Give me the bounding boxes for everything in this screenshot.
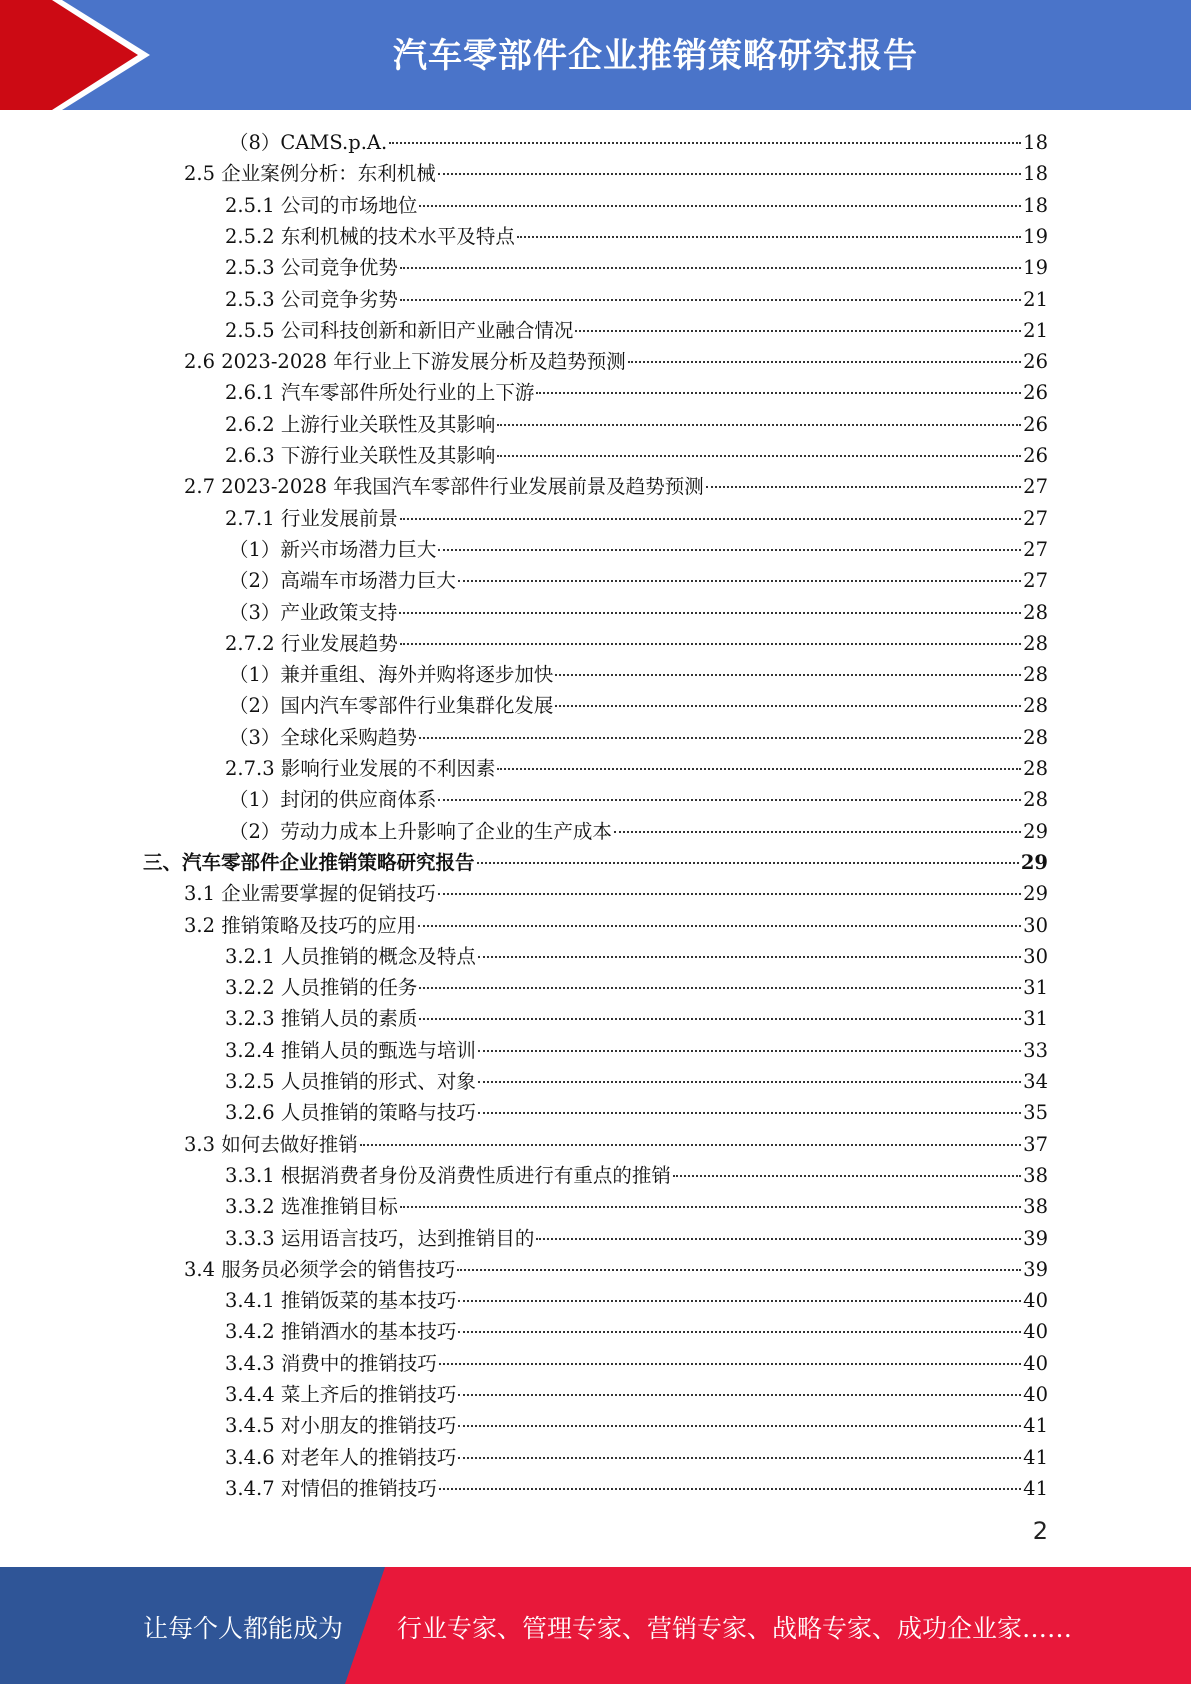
toc-entry-page: 18 <box>1023 193 1048 217</box>
toc-entry[interactable] <box>225 440 1048 471</box>
toc-leader-dots <box>575 330 1021 332</box>
toc-entry[interactable] <box>225 941 1048 972</box>
toc-entry-page: 28 <box>1023 663 1048 687</box>
toc-leader-dots <box>497 424 1021 426</box>
toc-entry-title: （8）CAMS.p.A. <box>229 131 388 154</box>
toc-entry-title: 3.2.1 人员推销的概念及特点 <box>225 944 476 968</box>
toc-entry-page: 19 <box>1023 256 1048 280</box>
toc-entry[interactable] <box>225 315 1048 346</box>
toc-entry[interactable] <box>225 1348 1048 1379</box>
footer-slogan-right: 行业专家、管理专家、营销专家、战略专家、成功企业家…… <box>397 1614 1073 1643</box>
toc-leader-dots <box>536 392 1021 394</box>
toc-entry-title: 2.5.2 东利机械的技术水平及特点 <box>225 224 515 248</box>
toc-entry[interactable] <box>225 1379 1048 1410</box>
toc-entry[interactable] <box>225 1442 1048 1473</box>
toc-entry-title: （2）国内汽车零部件行业集群化发展 <box>229 694 554 718</box>
toc-entry-page: 40 <box>1023 1289 1048 1313</box>
toc-entry-page: 29 <box>1023 819 1048 843</box>
toc-entry-title: 2.6 2023-2028 年行业上下游发展分析及趋势预测 <box>184 350 626 374</box>
toc-entry-page: 41 <box>1023 1414 1048 1438</box>
toc-entry-page: 40 <box>1023 1383 1048 1406</box>
toc-entry-title: 2.5.3 公司竞争劣势 <box>225 287 398 311</box>
toc-entry[interactable] <box>229 127 1048 158</box>
toc-leader-dots <box>614 831 1021 833</box>
toc-entry-page: 18 <box>1023 131 1048 154</box>
toc-leader-dots <box>438 893 1021 895</box>
page-header <box>0 0 1191 110</box>
toc-entry-title: （1）兼并重组、海外并购将逐步加快 <box>229 663 554 687</box>
toc-leader-dots <box>478 1112 1021 1114</box>
toc-leader-dots <box>438 549 1021 551</box>
toc-leader-dots <box>389 142 1021 144</box>
toc-entry-title: （1）封闭的供应商体系 <box>229 788 437 812</box>
toc-entry[interactable] <box>225 503 1048 534</box>
toc-leader-dots <box>419 205 1021 207</box>
toc-entry[interactable] <box>184 1129 1048 1160</box>
toc-entry[interactable] <box>225 1223 1048 1254</box>
toc-entry[interactable] <box>225 190 1048 221</box>
toc-entry[interactable] <box>225 753 1048 784</box>
toc-entry-page: 26 <box>1023 381 1048 405</box>
toc-entry[interactable] <box>225 252 1048 283</box>
toc-entry-page: 27 <box>1023 537 1048 561</box>
toc-entry-page: 40 <box>1023 1320 1048 1344</box>
toc-leader-dots <box>517 236 1021 238</box>
toc-leader-dots <box>400 643 1021 645</box>
toc-leader-dots <box>399 612 1021 614</box>
toc-entry[interactable] <box>225 1410 1048 1441</box>
toc-entry-page: 27 <box>1023 475 1048 499</box>
toc-leader-dots <box>555 705 1021 707</box>
toc-entry-page: 31 <box>1023 1007 1048 1031</box>
toc-entry-page: 29 <box>1020 850 1048 874</box>
toc-entry-page: 26 <box>1023 350 1048 374</box>
page-number: 2 <box>1032 1517 1048 1545</box>
toc-entry[interactable] <box>225 1097 1048 1128</box>
toc-leader-dots <box>458 1394 1021 1396</box>
toc-entry-page: 35 <box>1023 1101 1048 1125</box>
toc-leader-dots <box>400 267 1021 269</box>
report-title: 汽车零部件企业推销策略研究报告 <box>393 36 918 76</box>
toc-leader-dots <box>439 1488 1021 1490</box>
toc-entry-page: 38 <box>1023 1163 1048 1187</box>
toc-leader-dots <box>458 580 1021 582</box>
toc-entry-title: 3.4.7 对情侣的推销技巧 <box>225 1476 437 1500</box>
toc-entry-title: 3.3 如何去做好推销 <box>184 1132 358 1156</box>
toc-entry-title: 3.3.2 选准推销目标 <box>225 1195 398 1219</box>
toc-leader-dots <box>478 956 1021 958</box>
toc-entry-page: 37 <box>1023 1132 1048 1156</box>
toc-entry-title: 3.4 服务员必须学会的销售技巧 <box>184 1257 456 1281</box>
toc-entry-page: 26 <box>1023 444 1048 467</box>
toc-leader-dots <box>458 1331 1021 1333</box>
toc-entry-title: 3.3.3 运用语言技巧，达到推销目的 <box>225 1226 535 1250</box>
toc-entry-title: 3.4.4 菜上齐后的推销技巧 <box>225 1383 457 1406</box>
toc-entry-page: 30 <box>1023 944 1048 968</box>
toc-entry-page: 30 <box>1023 913 1048 937</box>
toc-entry-title: 2.5.3 公司竞争优势 <box>225 256 398 280</box>
toc-entry-title: 3.2.5 人员推销的形式、对象 <box>225 1070 476 1093</box>
toc-entry[interactable] <box>225 1316 1048 1347</box>
toc-entry[interactable] <box>225 1191 1048 1222</box>
toc-entry-page: 28 <box>1023 725 1048 749</box>
toc-entry-title: 3.1 企业需要掌握的促销技巧 <box>184 882 436 906</box>
toc-entry-page: 39 <box>1023 1226 1048 1250</box>
toc-entry[interactable] <box>229 534 1048 565</box>
toc-leader-dots <box>478 1050 1021 1052</box>
toc-entry-page: 28 <box>1023 757 1048 780</box>
toc-entry[interactable] <box>143 847 1048 878</box>
toc-entry-title: 2.6.1 汽车零部件所处行业的上下游 <box>225 381 535 405</box>
toc-entry-title: 三、汽车零部件企业推销策略研究报告 <box>143 850 475 874</box>
toc-entry-title: 3.3.1 根据消费者身份及消费性质进行有重点的推销 <box>225 1163 671 1187</box>
toc-entry-page: 21 <box>1023 287 1048 311</box>
toc-entry-title: （2）劳动力成本上升影响了企业的生产成本 <box>229 819 612 843</box>
toc-entry-title: 3.2 推销策略及技巧的应用 <box>184 913 417 937</box>
toc-entry[interactable] <box>225 284 1048 315</box>
toc-leader-dots <box>477 862 1019 864</box>
toc-entry-page: 39 <box>1023 1257 1048 1281</box>
toc-entry-title: 2.7.1 行业发展前景 <box>225 506 398 530</box>
toc-entry-title: （3）全球化采购趋势 <box>229 725 417 749</box>
toc-leader-dots <box>673 1175 1021 1177</box>
toc-entry-title: （2）高端车市场潜力巨大 <box>229 569 456 593</box>
toc-entry[interactable] <box>184 878 1048 909</box>
toc-entry-title: 3.2.2 人员推销的任务 <box>225 976 418 1000</box>
toc-leader-dots <box>418 925 1021 927</box>
toc-leader-dots <box>439 1363 1021 1365</box>
toc-entry[interactable] <box>184 471 1048 502</box>
toc-entry-page: 28 <box>1023 631 1048 655</box>
toc-entry-page: 38 <box>1023 1195 1048 1219</box>
toc-entry-title: （3）产业政策支持 <box>229 600 398 624</box>
toc-entry-title: 2.7 2023-2028 年我国汽车零部件行业发展前景及趋势预测 <box>184 475 704 499</box>
toc-entry[interactable] <box>229 565 1048 596</box>
toc-entry[interactable] <box>229 659 1048 690</box>
toc-entry-page: 34 <box>1023 1070 1048 1093</box>
toc-leader-dots <box>400 299 1021 301</box>
toc-entry[interactable] <box>184 910 1048 941</box>
toc-entry-page: 41 <box>1023 1476 1048 1500</box>
toc-entry[interactable] <box>225 1160 1048 1191</box>
toc-leader-dots <box>400 518 1021 520</box>
toc-entry-page: 31 <box>1023 976 1048 1000</box>
toc-entry-page: 28 <box>1023 788 1048 812</box>
toc-entry-title: 2.5 企业案例分析：东利机械 <box>184 162 436 186</box>
toc-leader-dots <box>458 1425 1021 1427</box>
toc-leader-dots <box>458 1457 1021 1459</box>
toc-leader-dots <box>400 1206 1021 1208</box>
toc-entry[interactable] <box>229 816 1048 847</box>
toc-entry-title: 3.2.3 推销人员的素质 <box>225 1007 418 1031</box>
toc-entry-page: 27 <box>1023 506 1048 530</box>
toc-leader-dots <box>438 173 1021 175</box>
toc-leader-dots <box>497 455 1021 457</box>
toc-entry-title: 3.4.3 消费中的推销技巧 <box>225 1351 437 1375</box>
toc-entry[interactable] <box>225 1066 1048 1097</box>
toc-entry-title: 2.5.5 公司科技创新和新旧产业融合情况 <box>225 318 574 342</box>
toc-leader-dots <box>458 1300 1021 1302</box>
toc-entry-page: 26 <box>1023 412 1048 436</box>
toc-entry[interactable] <box>184 1254 1048 1285</box>
toc-entry[interactable] <box>225 409 1048 440</box>
toc-entry[interactable] <box>229 597 1048 628</box>
toc-entry-page: 21 <box>1023 318 1048 342</box>
toc-leader-dots <box>457 1269 1021 1271</box>
toc-entry-title: 2.6.2 上游行业关联性及其影响 <box>225 412 496 436</box>
toc-entry-page: 40 <box>1023 1351 1048 1375</box>
toc-entry-page: 28 <box>1023 600 1048 624</box>
toc-entry-title: 2.6.3 下游行业关联性及其影响 <box>225 444 496 467</box>
toc-entry-page: 41 <box>1023 1445 1048 1469</box>
page-footer <box>0 1567 1191 1684</box>
toc-entry[interactable] <box>229 722 1048 753</box>
toc-leader-dots <box>438 799 1021 801</box>
toc-entry[interactable] <box>225 628 1048 659</box>
toc-entry[interactable] <box>225 1473 1048 1504</box>
toc-entry[interactable] <box>184 158 1048 189</box>
toc-leader-dots <box>706 486 1021 488</box>
toc-entry-page: 18 <box>1023 162 1048 186</box>
toc-entry-title: 3.2.4 推销人员的甄选与培训 <box>225 1038 476 1062</box>
toc-leader-dots <box>497 768 1021 770</box>
toc-entry-title: 2.5.1 公司的市场地位 <box>225 193 418 217</box>
toc-entry[interactable] <box>225 1285 1048 1316</box>
toc-entry-title: 3.4.5 对小朋友的推销技巧 <box>225 1414 457 1438</box>
toc-entry-title: 3.4.1 推销饭菜的基本技巧 <box>225 1289 457 1313</box>
toc-entry-title: 2.7.3 影响行业发展的不利因素 <box>225 757 496 780</box>
toc-entry-page: 29 <box>1023 882 1048 906</box>
toc-entry[interactable] <box>225 1003 1048 1034</box>
toc-entry[interactable] <box>225 1035 1048 1066</box>
toc-entry[interactable] <box>225 221 1048 252</box>
toc-entry[interactable] <box>225 972 1048 1003</box>
toc-entry-title: （1）新兴市场潜力巨大 <box>229 537 437 561</box>
toc-leader-dots <box>478 1081 1021 1083</box>
toc-entry[interactable] <box>225 377 1048 408</box>
toc-entry-title: 3.4.2 推销酒水的基本技巧 <box>225 1320 457 1344</box>
toc-leader-dots <box>419 987 1021 989</box>
footer-slogan-left: 让每个人都能成为 <box>143 1614 344 1643</box>
toc-entry-title: 3.2.6 人员推销的策略与技巧 <box>225 1101 476 1125</box>
toc-entry-title: 3.4.6 对老年人的推销技巧 <box>225 1445 457 1469</box>
toc-leader-dots <box>555 674 1021 676</box>
toc-entry-page: 28 <box>1023 694 1048 718</box>
toc-entry-page: 19 <box>1023 224 1048 248</box>
toc-leader-dots <box>360 1144 1021 1146</box>
toc-leader-dots <box>419 737 1021 739</box>
toc-leader-dots <box>628 361 1021 363</box>
toc-entry-page: 27 <box>1023 569 1048 593</box>
toc-entry-page: 33 <box>1023 1038 1048 1062</box>
toc-entry-title: 2.7.2 行业发展趋势 <box>225 631 398 655</box>
toc-leader-dots <box>419 1018 1021 1020</box>
toc-entry[interactable] <box>229 784 1048 815</box>
toc-leader-dots <box>536 1238 1021 1240</box>
toc-entry[interactable] <box>229 690 1048 721</box>
toc-entry[interactable] <box>184 346 1048 377</box>
